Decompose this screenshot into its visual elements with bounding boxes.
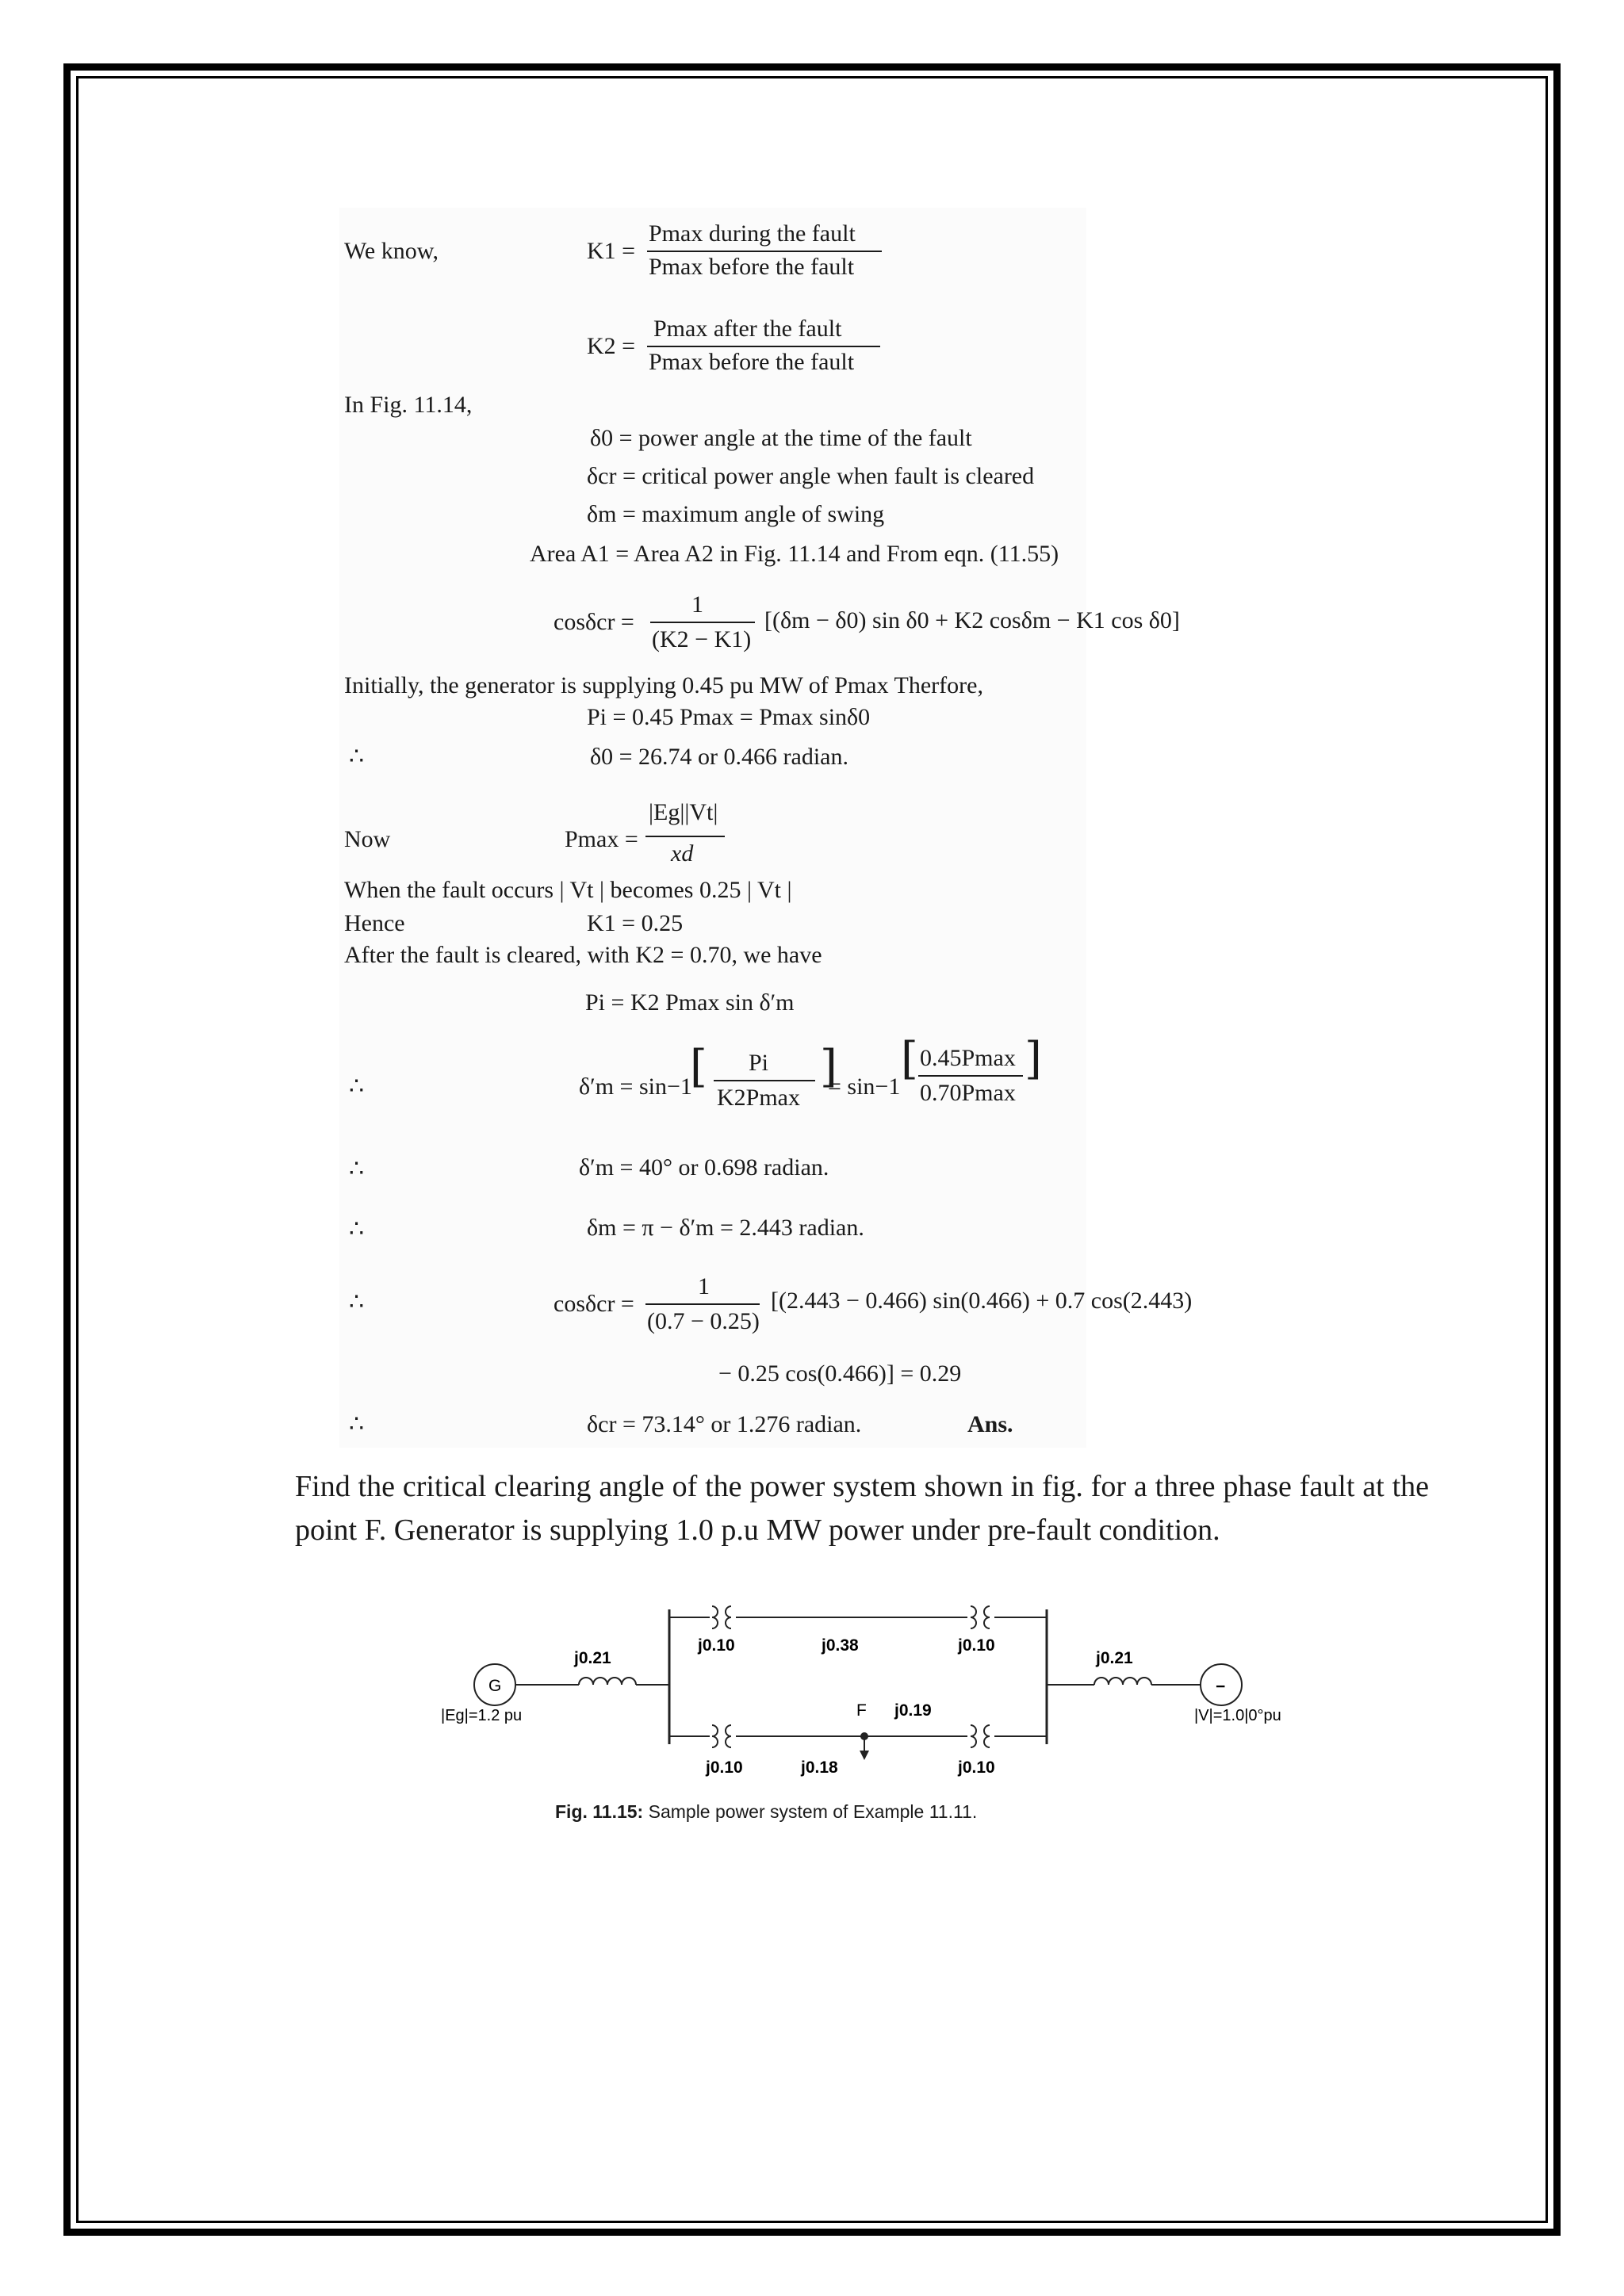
caption-label: Fig. 11.15: <box>555 1801 644 1822</box>
therefore-symbol: ∴ <box>349 744 365 770</box>
delta-cr-result: δcr = 73.14° or 1.276 radian. <box>587 1411 862 1437</box>
power-system-diagram <box>428 1594 1316 1792</box>
therefore-symbol-3: ∴ <box>349 1156 365 1182</box>
figure-caption <box>555 1801 977 1823</box>
top-t2-label: j0.10 <box>958 1636 995 1655</box>
sin-frac1-bar <box>714 1080 815 1081</box>
pi-equation: Pi = 0.45 Pmax = Pmax sinδ0 <box>587 704 871 730</box>
cos-lhs: cosδcr = <box>553 609 634 635</box>
caption-text: Sample power system of Example 11.11. <box>648 1801 978 1822</box>
bot-line-a-label: j0.18 <box>801 1758 838 1777</box>
sin-inverse-lhs: δ′m = sin−1 <box>579 1073 692 1100</box>
cos-numeric-line2: − 0.25 cos(0.466)] = 0.29 <box>718 1360 962 1387</box>
bracket-left-1: [ <box>690 1041 707 1093</box>
cos-numerator: 1 <box>691 591 703 618</box>
sin-frac2-numerator: 0.45Pmax <box>920 1045 1016 1071</box>
we-know-label: We know, <box>344 238 439 264</box>
k2-denominator: Pmax before the fault <box>649 349 855 375</box>
k1-lhs: K1 = <box>587 238 636 264</box>
pi-k2-equation: Pi = K2 Pmax sin δ′m <box>585 989 795 1016</box>
def-delta0: δ0 = power angle at the time of the fault <box>590 425 972 451</box>
delta-m-prime-value: δ′m = 40° or 0.698 radian. <box>579 1154 829 1181</box>
fault-point-dot <box>860 1732 868 1740</box>
generator-symbol: G <box>488 1677 502 1695</box>
top-t1-label: j0.10 <box>698 1636 735 1655</box>
cos-numeric-denominator: (0.7 − 0.25) <box>647 1308 760 1334</box>
after-cleared-text: After the fault is cleared, with K2 = 0.70, we have <box>344 942 822 968</box>
bracket-right-2: ] <box>1025 1033 1042 1085</box>
sin-frac2-denominator: 0.70Pmax <box>920 1080 1016 1106</box>
def-delta-cr: δcr = critical power angle when fault is cleared <box>587 463 1035 489</box>
hence-equation: K1 = 0.25 <box>587 910 684 936</box>
fault-occurs-text: When the fault occurs | Vt | becomes 0.25 | Vt | <box>344 877 792 903</box>
eg-label: |Eg|=1.2 pu <box>441 1707 523 1724</box>
cos-fraction-bar <box>650 622 755 623</box>
cos-numeric-lhs: cosδcr = <box>553 1291 634 1317</box>
now-label: Now <box>344 826 391 852</box>
k2-numerator: Pmax after the fault <box>653 316 842 342</box>
sin-frac1-numerator: Pi <box>749 1050 769 1076</box>
therefore-symbol-6: ∴ <box>349 1411 365 1437</box>
def-delta-m: δm = maximum angle of swing <box>587 501 885 527</box>
problem-statement: Find the critical clearing angle of the power system shown in fig. for a three phase fault at the point F. Generator is supplying 1.0 p.u MW power under pre-fault condition. <box>295 1470 1429 1547</box>
therefore-symbol-5: ∴ <box>349 1289 365 1315</box>
top-line-label: j0.38 <box>822 1636 859 1655</box>
answer-label: Ans. <box>967 1411 1013 1437</box>
hence-label: Hence <box>344 910 405 936</box>
fig-ref: In Fig. 11.14, <box>344 392 473 418</box>
bot-t2-label: j0.10 <box>958 1758 995 1777</box>
gen-reactance-coil <box>579 1678 636 1685</box>
sin-frac1-denominator: K2Pmax <box>717 1085 800 1111</box>
fault-label: F <box>856 1701 867 1720</box>
pmax-fraction-bar <box>645 836 725 837</box>
therefore-symbol-4: ∴ <box>349 1216 365 1242</box>
k1-fraction-bar <box>647 251 882 252</box>
fault-arrow-head <box>860 1751 869 1760</box>
cos-denominator: (K2 − K1) <box>652 626 752 652</box>
bot-t1-label: j0.10 <box>706 1758 743 1777</box>
area-equation: Area A1 = Area A2 in Fig. 11.14 and From eqn. (11.55) <box>530 541 1059 567</box>
delta-m-value: δm = π − δ′m = 2.443 radian. <box>587 1215 864 1241</box>
pmax-numerator: |Eg||Vt| <box>649 799 718 825</box>
delta0-value: δ0 = 26.74 or 0.466 radian. <box>590 744 849 770</box>
cos-numeric-bar <box>645 1303 760 1305</box>
bracket-left-2: [ <box>901 1033 918 1085</box>
cos-numeric-bracket: [(2.443 − 0.466) sin(0.466) + 0.7 cos(2.443) <box>771 1288 1193 1314</box>
sin-inverse-mid: = sin−1 <box>828 1073 901 1100</box>
therefore-symbol-2: ∴ <box>349 1073 365 1100</box>
gen-reactance-label: j0.21 <box>574 1649 611 1667</box>
sin-frac2-bar <box>918 1075 1023 1077</box>
bus-reactance-label: j0.21 <box>1096 1649 1133 1667</box>
v-label: |V|=1.0|0°pu <box>1194 1707 1281 1724</box>
cos-numeric-numerator: 1 <box>698 1273 710 1299</box>
k2-lhs: K2 = <box>587 333 636 359</box>
bot-line-b-label: j0.19 <box>894 1701 932 1720</box>
motor-symbol: − <box>1216 1678 1226 1696</box>
bus-reactance-coil <box>1094 1678 1151 1685</box>
k2-fraction-bar <box>647 346 880 347</box>
pmax-lhs: Pmax = <box>565 826 638 852</box>
pmax-denominator: xd <box>671 840 694 867</box>
k1-denominator: Pmax before the fault <box>649 254 855 280</box>
cos-bracket-expression: [(δm − δ0) sin δ0 + K2 cosδm − K1 cos δ0] <box>764 607 1180 633</box>
bracket-right-1: ] <box>820 1041 837 1093</box>
k1-numerator: Pmax during the fault <box>649 220 856 247</box>
initially-text: Initially, the generator is supplying 0.45 pu MW of Pmax Therfore, <box>344 672 983 698</box>
